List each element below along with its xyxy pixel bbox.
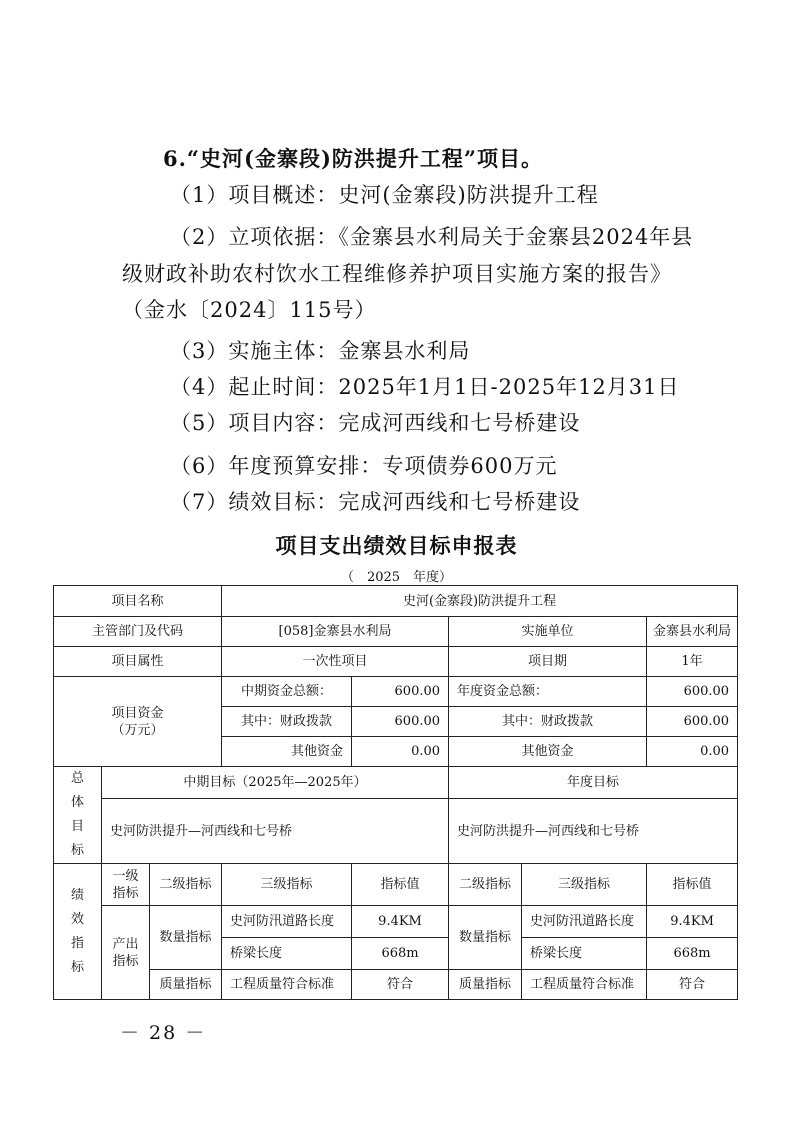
project-name-label: 项目名称 bbox=[54, 586, 222, 617]
table-row bbox=[54, 586, 738, 617]
quality-indicator-annual: 质量指标 bbox=[449, 970, 522, 1000]
value-quality: 符合 bbox=[352, 970, 449, 1000]
mid-other-value: 0.00 bbox=[352, 737, 449, 767]
output-label-line: 指标 bbox=[112, 953, 139, 969]
value-road-length: 9.4KM bbox=[352, 906, 449, 938]
mid-total-label: 中期资金总额： bbox=[222, 677, 352, 707]
item-basis-line3: （金水〔2024〕115号） bbox=[122, 298, 377, 322]
mid-fiscal-value: 600.00 bbox=[352, 707, 449, 737]
level2-header-annual: 二级指标 bbox=[449, 864, 522, 906]
year-fiscal-label: 其中：财政拨款 bbox=[449, 707, 647, 737]
attr-label: 项目属性 bbox=[54, 647, 222, 677]
overall-label-char: 标 bbox=[70, 843, 84, 858]
overall-label-char: 体 bbox=[70, 795, 84, 810]
mid-fiscal-label: 其中：财政拨款 bbox=[222, 707, 352, 737]
item-content: （5）项目内容：完成河西线和七号桥建设 bbox=[170, 411, 581, 435]
item-subject: （3）实施主体：金寨县水利局 bbox=[170, 339, 471, 363]
value-bridge-length-annual: 668m bbox=[647, 938, 738, 970]
performance-table bbox=[53, 585, 738, 1000]
table-row bbox=[54, 647, 738, 677]
attr-value: 一次性项目 bbox=[222, 647, 449, 677]
table-row bbox=[54, 864, 738, 906]
year-goal-value: 史河防洪提升—河西线和七号桥 bbox=[449, 799, 738, 864]
year-other-label: 其他资金 bbox=[449, 737, 647, 767]
level3-header-annual: 三级指标 bbox=[522, 864, 647, 906]
item-overview: （1）项目概述：史河(金寨段)防洪提升工程 bbox=[170, 183, 599, 207]
quantity-indicator-annual: 数量指标 bbox=[449, 906, 522, 970]
indicator-quality: 工程质量符合标准 bbox=[222, 970, 352, 1000]
overall-label-char: 总 bbox=[70, 771, 84, 786]
output-label-line: 产出 bbox=[112, 936, 139, 952]
indicator-road-length-annual: 史河防汛道路长度 bbox=[522, 906, 647, 938]
item-period: （4）起止时间：2025年1月1日-2025年12月31日 bbox=[170, 375, 680, 399]
mid-goal-value: 史河防洪提升—河西线和七号桥 bbox=[102, 799, 449, 864]
value-quality-annual: 符合 bbox=[647, 970, 738, 1000]
item-basis-line1: （2）立项依据：《金寨县水利局关于金寨县2024年县 bbox=[170, 225, 694, 249]
level3-header: 三级指标 bbox=[222, 864, 352, 906]
table-row bbox=[54, 677, 738, 707]
term-label: 项目期 bbox=[449, 647, 647, 677]
level2-header: 二级指标 bbox=[150, 864, 222, 906]
item-goal: （7）绩效目标：完成河西线和七号桥建设 bbox=[170, 490, 581, 514]
value-header-annual: 指标值 bbox=[647, 864, 738, 906]
mid-total-value: 600.00 bbox=[352, 677, 449, 707]
item-basis-line2: 级财政补助农村饮水工程维修养护项目实施方案的报告》 bbox=[122, 262, 672, 286]
perf-label-char: 绩 bbox=[70, 887, 84, 903]
value-road-length-annual: 9.4KM bbox=[647, 906, 738, 938]
table-row bbox=[54, 767, 738, 799]
overall-label-char: 目 bbox=[70, 819, 84, 834]
item-budget: （6）年度预算安排：专项债券600万元 bbox=[170, 454, 558, 478]
year-total-value: 600.00 bbox=[647, 677, 738, 707]
perf-label-char: 指 bbox=[70, 935, 84, 951]
indicator-road-length: 史河防汛道路长度 bbox=[222, 906, 352, 938]
value-header: 指标值 bbox=[352, 864, 449, 906]
mid-goal-label: 中期目标（2025年—2025年） bbox=[102, 767, 449, 799]
mid-other-label: 其他资金 bbox=[222, 737, 352, 767]
level1-header bbox=[102, 864, 150, 906]
table-year: （ 2025 年度） bbox=[340, 570, 453, 585]
table-row bbox=[54, 617, 738, 647]
table-row bbox=[54, 906, 738, 938]
dept-value: [058]金寨县水利局 bbox=[222, 617, 449, 647]
table-row bbox=[54, 970, 738, 1000]
dept-label: 主管部门及代码 bbox=[54, 617, 222, 647]
perf-label-char: 标 bbox=[70, 959, 84, 975]
term-value: 1年 bbox=[647, 647, 738, 677]
value-bridge-length: 668m bbox=[352, 938, 449, 970]
table-title: 项目支出绩效目标申报表 bbox=[275, 533, 518, 558]
table-row bbox=[54, 799, 738, 864]
page-number: － 28 － bbox=[120, 1022, 207, 1044]
year-other-value: 0.00 bbox=[647, 737, 738, 767]
level1-header-line: 一级 bbox=[112, 868, 139, 884]
impl-label: 实施单位 bbox=[449, 617, 647, 647]
perf-indicator-label bbox=[54, 864, 102, 1000]
funds-label bbox=[54, 677, 222, 767]
indicator-quality-annual: 工程质量符合标准 bbox=[522, 970, 647, 1000]
year-total-label: 年度资金总额： bbox=[449, 677, 647, 707]
quality-indicator: 质量指标 bbox=[150, 970, 222, 1000]
section-heading: 6.“史河(金寨段)防洪提升工程”项目。 bbox=[163, 146, 543, 171]
project-name-value: 史河(金寨段)防洪提升工程 bbox=[222, 586, 738, 617]
indicator-bridge-length-annual: 桥梁长度 bbox=[522, 938, 647, 970]
quantity-indicator: 数量指标 bbox=[150, 906, 222, 970]
indicator-bridge-length: 桥梁长度 bbox=[222, 938, 352, 970]
impl-value: 金寨县水利局 bbox=[647, 617, 738, 647]
perf-label-char: 效 bbox=[70, 911, 84, 927]
level1-header-line: 指标 bbox=[112, 885, 139, 901]
funds-label-line1: 项目资金 bbox=[111, 705, 164, 721]
funds-label-line2: （万元） bbox=[111, 722, 164, 738]
output-indicator-label bbox=[102, 906, 150, 1000]
year-fiscal-value: 600.00 bbox=[647, 707, 738, 737]
overall-goal-label bbox=[54, 767, 102, 864]
year-goal-label: 年度目标 bbox=[449, 767, 738, 799]
